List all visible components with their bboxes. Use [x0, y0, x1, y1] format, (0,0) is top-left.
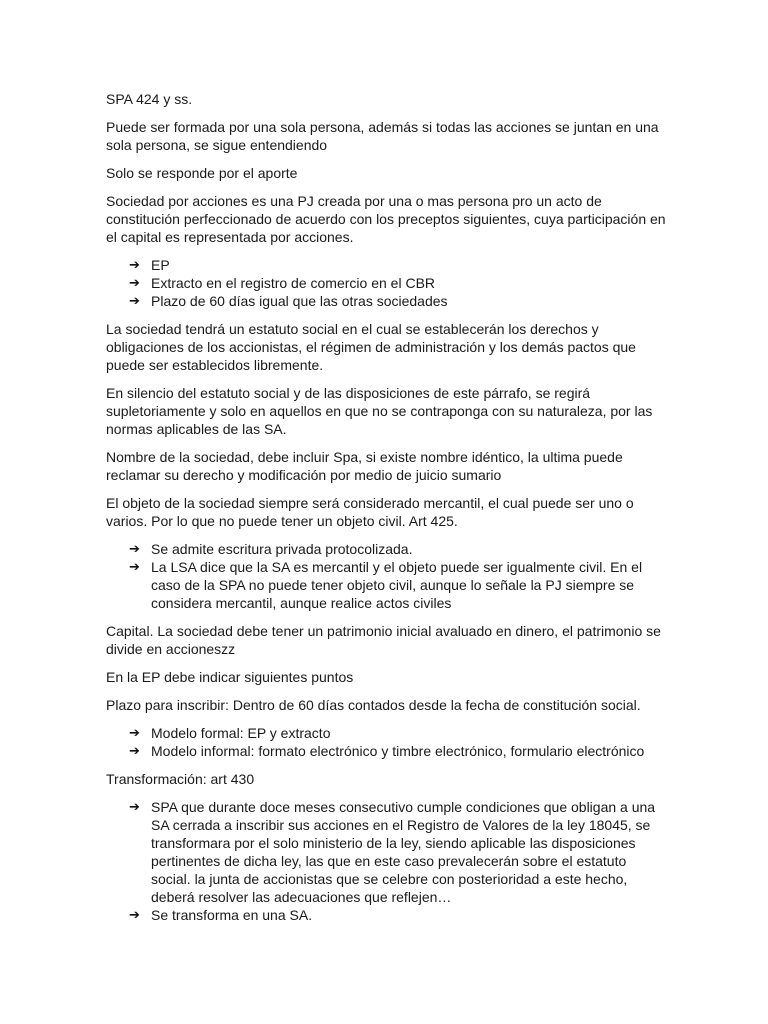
arrow-right-icon: ➔ [129, 275, 140, 290]
bullet-text: Se transforma en una SA. [151, 907, 313, 923]
paragraph: Puede ser formada por una sola persona, además si todas las acciones se juntan en una sola persona, se sigue entendiendo [106, 119, 659, 153]
bullet-text: Plazo de 60 días igual que las otras sociedades [151, 293, 448, 309]
arrow-right-icon: ➔ [129, 293, 140, 308]
arrow-right-icon: ➔ [129, 257, 140, 272]
bullet-item [106, 292, 666, 310]
bullet-list [106, 540, 666, 612]
bullet-text: SPA que durante doce meses consecutivo cumple condiciones que obligan a una SA cerrada a inscribir sus acciones en el Registro de Valores de la ley 18045, se transformara por el solo ministerio de la ley, siendo aplicable las disposiciones pertinentes de dicha ley, las que en este caso prevalecerán sobre el estatuto social. la junta de accionistas que se celebre con posterioridad a este hecho, deberá resolver las adecuaciones que reflejen… [151, 799, 656, 905]
arrow-right-icon: ➔ [129, 559, 140, 574]
bullet-text: EP [151, 257, 170, 273]
bullet-item [106, 540, 666, 558]
bullet-text: Modelo formal: EP y extracto [151, 725, 331, 741]
bullet-item [106, 256, 666, 274]
paragraph: Sociedad por acciones es una PJ creada por una o mas persona pro un acto de constitución perfeccionado de acuerdo con los preceptos siguientes, cuya participación en el capital es representada por acciones. [106, 193, 666, 245]
paragraph: Plazo para inscribir: Dentro de 60 días contados desde la fecha de constitución social. [106, 697, 641, 713]
bullet-text: Se admite escritura privada protocolizada. [151, 541, 413, 557]
bullet-item [106, 798, 666, 906]
bullet-text: Modelo informal: formato electrónico y timbre electrónico, formulario electrónico [151, 743, 645, 759]
bullet-item [106, 558, 666, 612]
paragraph: Solo se responde por el aporte [106, 165, 298, 181]
arrow-right-icon: ➔ [129, 907, 140, 922]
arrow-right-icon: ➔ [129, 541, 140, 556]
bullet-text: Extracto en el registro de comercio en el CBR [151, 275, 436, 291]
bullet-list [106, 798, 666, 924]
arrow-right-icon: ➔ [129, 799, 140, 814]
bullet-item [106, 906, 666, 924]
arrow-right-icon: ➔ [129, 725, 140, 740]
paragraph: Transformación: art 430 [106, 771, 255, 787]
paragraph: Nombre de la sociedad, debe incluir Spa, si existe nombre idéntico, la ultima puede reclamar su derecho y modificación por medio de juicio sumario [106, 449, 623, 483]
paragraph: En la EP debe indicar siguientes puntos [106, 669, 354, 685]
bullet-list [106, 724, 666, 760]
bullet-item [106, 724, 666, 742]
paragraph: La sociedad tendrá un estatuto social en el cual se establecerán los derechos y obligaciones de los accionistas, el régimen de administración y los demás pactos que puede ser establecidos libremente. [106, 321, 636, 373]
document-page [106, 90, 666, 934]
bullet-item [106, 742, 666, 760]
paragraph: En silencio del estatuto social y de las disposiciones de este párrafo, se regirá supletoriamente y solo en aquellos en que no se contraponga con su naturaleza, por las normas aplicables de las SA. [106, 385, 653, 437]
arrow-right-icon: ➔ [129, 743, 140, 758]
bullet-list [106, 256, 666, 310]
paragraph: El objeto de la sociedad siempre será considerado mercantil, el cual puede ser uno o varios. Por lo que no puede tener un objeto civil. Art 425. [106, 495, 634, 529]
paragraph: SPA 424 y ss. [106, 91, 193, 107]
bullet-item [106, 274, 666, 292]
bullet-text: La LSA dice que la SA es mercantil y el objeto puede ser igualmente civil. En el caso de la SPA no puede tener objeto civil, aunque lo señale la PJ siempre se considera mercantil, aunque realice actos civiles [151, 559, 643, 611]
paragraph: Capital. La sociedad debe tener un patrimonio inicial avaluado en dinero, el patrimonio se divide en accioneszz [106, 623, 661, 657]
